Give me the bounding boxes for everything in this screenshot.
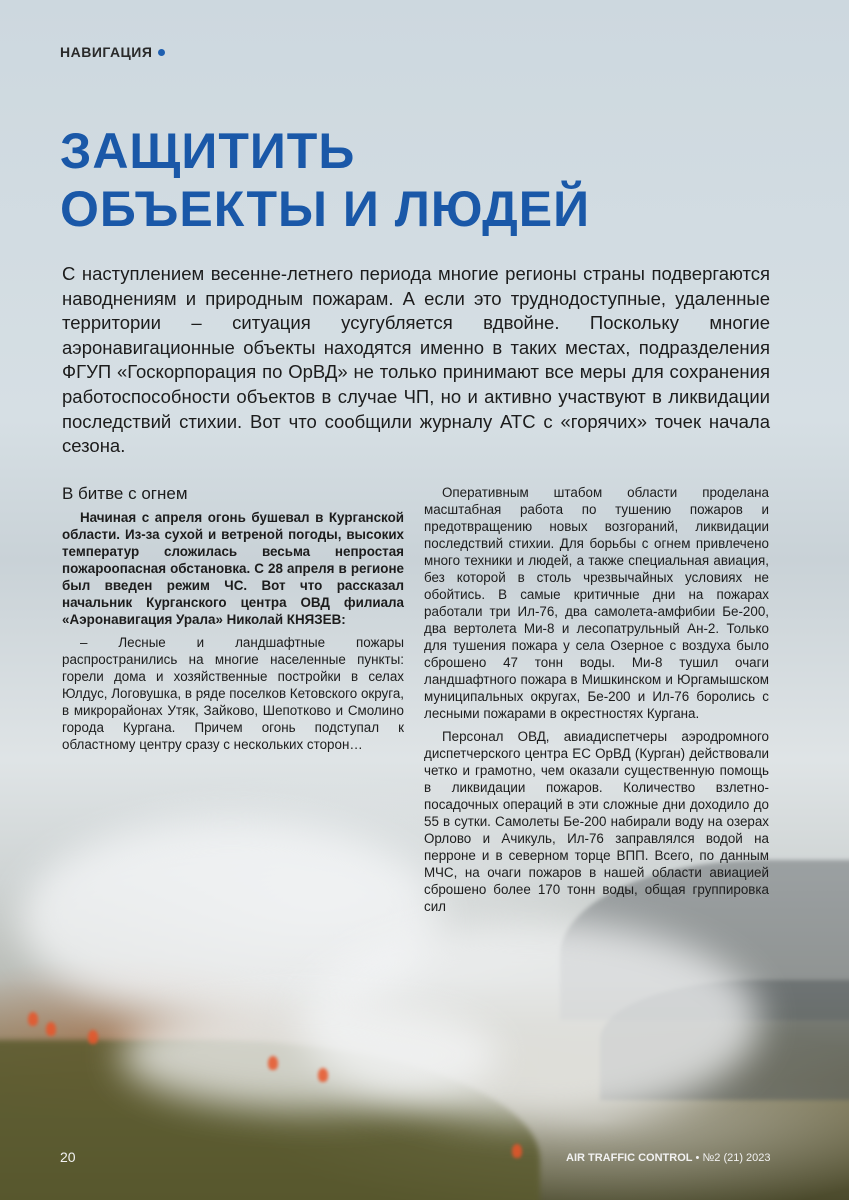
flame-mark xyxy=(512,1144,522,1158)
page-number: 20 xyxy=(60,1149,76,1165)
section-label xyxy=(60,44,165,60)
footer-separator: • xyxy=(695,1152,703,1164)
flame-mark xyxy=(318,1068,328,1082)
bullet-dot-icon xyxy=(158,49,165,56)
text-column-left xyxy=(62,509,404,759)
magazine-name: AIR TRAFFIC CONTROL xyxy=(566,1152,693,1164)
flame-mark xyxy=(46,1022,56,1036)
flame-mark xyxy=(268,1056,278,1070)
issue-number: №2 (21) 2023 xyxy=(702,1152,771,1164)
body-paragraph: Персонал ОВД, авиадиспетчеры аэродромного диспетчерского центра ЕС ОрВД (Курган) действовали четко и грамотно, чем оказали существенную помощь в ликвидации пожаров. Количество взлетно-посадочных операций в эти сложные дни доходило до 55 в сутки. Самолеты Бе-200 набирали воду на озерах Орлово и Ачикуль, Ил-76 заправлялся водой на перроне и в северном торце ВПП. Всего, по данным МЧС, на очаги пожаров в нашей области авиацией сброшено более 170 тонн воды, общая группировка сил xyxy=(424,729,769,914)
section-subheading: В битве с огнем xyxy=(62,484,188,503)
article-lead: С наступлением весенне-летнего периода многие регионы страны подвергаются наводнениям и природным пожарам. А если это труднодоступные, удаленные территории – ситуация усугубляется вдвойне. Поскольку многие аэронавигационные объекты находятся именно в таких местах, подразделения ФГУП «Госкорпорация по ОрВД» не только принимают все меры для сохранения работоспособности объектов в случае ЧП, но и активно участвуют в ликвидации последствий стихии. Вот что сообщили журналу АТС с «горячих» точек начала сезона. xyxy=(62,263,770,457)
text-column-right xyxy=(424,484,769,921)
article-title-line: ЗАЩИТИТЬ xyxy=(60,123,356,179)
body-paragraph: Оперативным штабом области проделана масштабная работа по тушению пожаров и предотвращению новых возгораний, ликвидации последствий стихии. Для борьбы с огнем привлечено много техники и людей, а также специальная авиация, без которой в столь чрезвычайных условиях не обойтись. В самые критичные дни на пожарах работали три Ил-76, два самолета-амфибии Бе-200, два вертолета Ми-8 и лесопатрульный Ан-2. Только для тушения пожара у села Озерное с воздуха было сброшено 47 тонн воды. Ми-8 тушил очаги ландшафтного пожара в Мишкинском и Юргамышском муниципальных округах, Бе-200 и Ил-76 боролись с лесными пожарами в окрестностях Кургана. xyxy=(424,485,769,721)
article-title xyxy=(60,122,590,238)
section-label-text: НАВИГАЦИЯ xyxy=(60,44,153,60)
intro-paragraph: Начиная с апреля огонь бушевал в Курганской области. Из-за сухой и ветреной погоды, высоких температур сложилась весьма непростая пожароопасная обстановка. С 28 апреля в регионе был введен режим ЧС. Вот что рассказал начальник Курганского центра ОВД филиала «Аэронавигация Урала» Николай КНЯЗЕВ: xyxy=(62,510,404,627)
footer-magazine xyxy=(566,1152,771,1164)
body-paragraph: – Лесные и ландшафтные пожары распространились на многие населенные пункты: горели дома и хозяйственные постройки в селах Юлдус, Логовушка, в ряде поселков Кетовского округа, в микрорайонах Утяк, Зайково, Шепотково и Смолино города Кургана. Причем огонь подступал к областному центру сразу с нескольких сторон… xyxy=(62,635,404,752)
flame-mark xyxy=(28,1012,38,1026)
article-title-line: ОБЪЕКТЫ И ЛЮДЕЙ xyxy=(60,181,591,237)
flame-mark xyxy=(88,1030,98,1044)
smoke-cloud xyxy=(120,1000,500,1110)
